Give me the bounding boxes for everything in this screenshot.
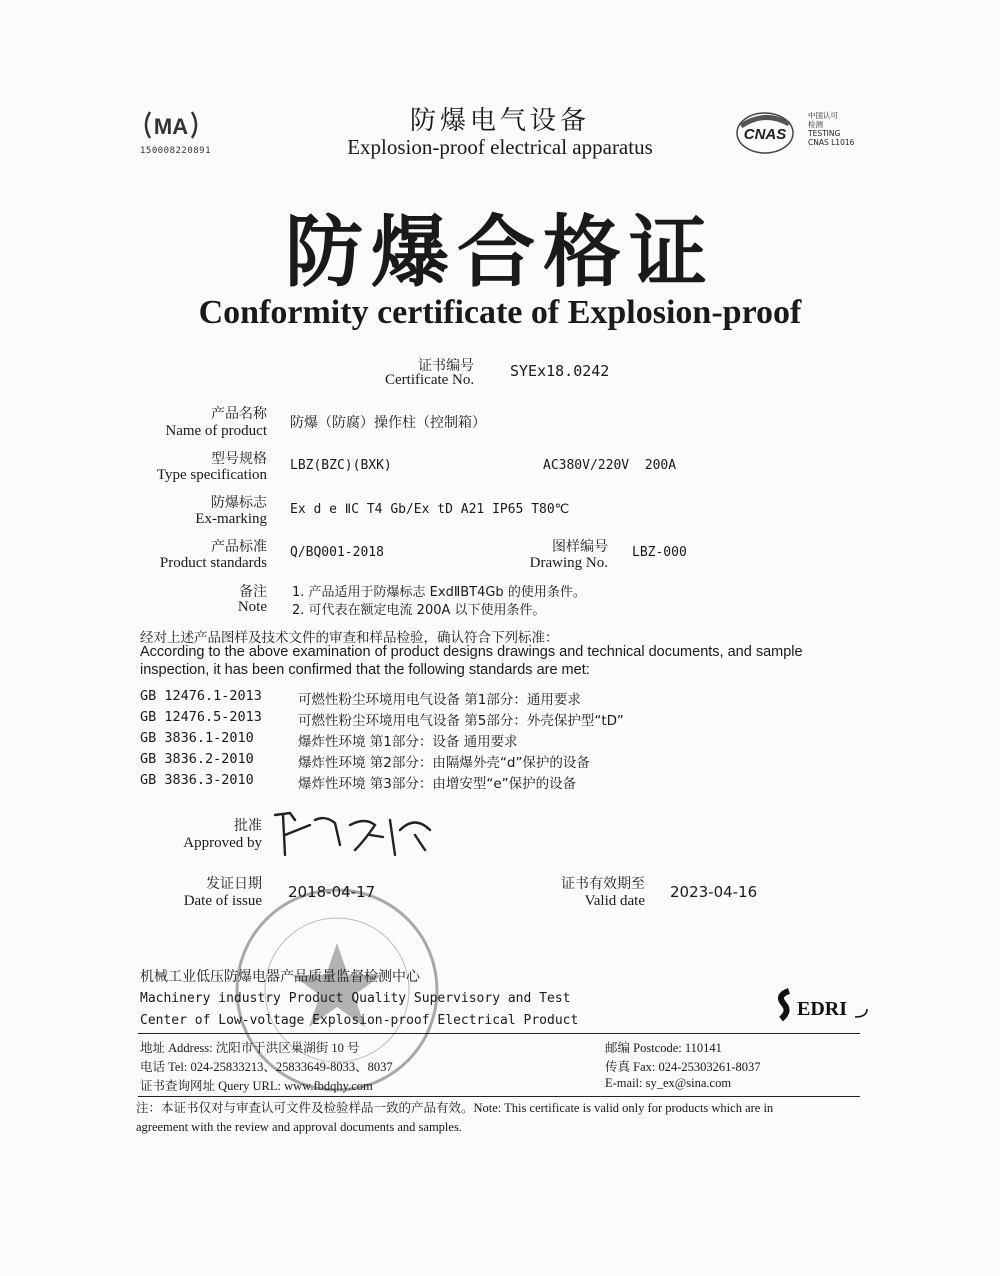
certificate-label-en: Certificate No.: [385, 372, 475, 388]
org-name-en-2: Center of Low-voltage Explosion-proof Electrical Product: [140, 1013, 579, 1028]
type-spec-rating: AC380V/220V 200A: [543, 458, 677, 473]
sedri-logo: [775, 985, 875, 1025]
ex-marking-label-cn: 防爆标志: [211, 495, 267, 511]
address: 地址 Address: 沈阳市于洪区巢湖街 10 号: [140, 1041, 360, 1055]
footnote-line-1: 注：本证书仅对与审查认可文件及检验样品一致的产品有效。Note: This certificate is valid only for products which are in: [136, 1101, 774, 1115]
standards-label-cn: 产品标准: [211, 539, 267, 555]
note-line-1: 1. 产品适用于防爆标志 ExdⅡBT4Gb 的使用条件。: [292, 585, 586, 600]
standard-code: GB 3836.2-2010: [140, 751, 254, 767]
product-name-label-cn: 产品名称: [211, 406, 267, 422]
drawing-value: LBZ-000: [632, 545, 687, 560]
fax: 传真 Fax: 024-25303261-8037: [605, 1060, 761, 1074]
cnas-text: CNAS: [743, 126, 787, 143]
standard-code: GB 12476.5-2013: [140, 709, 262, 725]
note-label-en: Note: [237, 599, 267, 615]
ex-marking-value: Ex d e ⅡC T4 Gb/Ex tD A21 IP65 T80℃: [290, 502, 570, 517]
query-url: 证书查询网址 Query URL: www.fbdqhy.com: [140, 1079, 373, 1093]
note-line-2: 2. 可代表在额定电流 200A 以下使用条件。: [292, 603, 546, 618]
standards-label-en: Product standards: [159, 555, 267, 571]
statement-en-2: inspection, it has been confirmed that the following standards are met:: [140, 662, 590, 678]
note-label-cn: 备注: [239, 584, 267, 600]
standard-code: GB 12476.1-2013: [140, 688, 262, 704]
standard-name: 爆炸性环境 第3部分：由增安型“e”保护的设备: [298, 776, 577, 792]
type-spec-value: LBZ(BZC)(BXK): [290, 458, 392, 473]
valid-label-cn: 证书有效期至: [561, 876, 645, 892]
issue-date: 2018-04-17: [288, 883, 376, 901]
standard-code: GB 3836.1-2010: [140, 730, 254, 746]
standards-value: Q/BQ001-2018: [290, 545, 384, 560]
signature: [255, 795, 445, 870]
standard-name: 可燃性粉尘环境用电气设备 第5部分：外壳保护型“tD”: [298, 713, 624, 729]
statement-cn: 经对上述产品图样及技术文件的审查和样品检验，确认符合下列标准：: [140, 630, 559, 646]
certificate-label-cn: 证书编号: [418, 358, 474, 374]
drawing-label-en: Drawing No.: [529, 555, 608, 571]
ex-marking-label-en: Ex-marking: [195, 511, 267, 527]
sedri-text: EDRI: [797, 998, 848, 1020]
divider: [138, 1096, 860, 1097]
header-cn: 防爆电气设备: [409, 106, 590, 136]
statement-en-1: According to the above examination of product designs drawings and technical documents, and sample: [140, 644, 803, 660]
approved-label-cn: 批准: [234, 818, 262, 834]
cnas-side-text: 中国认可 检测 TESTING CNAS L1016: [808, 111, 855, 147]
standard-name: 爆炸性环境 第2部分：由隔爆外壳“d”保护的设备: [298, 755, 590, 771]
cma-text: MA: [153, 114, 189, 139]
valid-date: 2023-04-16: [670, 883, 758, 901]
title-cn: 防爆合格证: [284, 208, 715, 298]
product-name-value: 防爆（防腐）操作柱（控制箱）: [290, 415, 486, 431]
standard-code: GB 3836.3-2010: [140, 772, 254, 788]
header-en: Explosion-proof electrical apparatus: [347, 135, 653, 159]
product-name-label-en: Name of product: [165, 423, 267, 439]
issue-label-cn: 发证日期: [206, 876, 262, 892]
approved-label-en: Approved by: [183, 835, 262, 851]
cma-number: 150008220891: [140, 146, 212, 156]
email: E-mail: sy_ex@sina.com: [605, 1076, 732, 1090]
type-spec-label-en: Type specification: [156, 467, 267, 483]
standard-name: 可燃性粉尘环境用电气设备 第1部分：通用要求: [298, 692, 581, 708]
divider: [138, 1033, 860, 1034]
standard-name: 爆炸性环境 第1部分：设备 通用要求: [298, 734, 518, 750]
footnote-line-2: agreement with the review and approval documents and samples.: [136, 1120, 462, 1134]
drawing-label-cn: 图样编号: [552, 539, 608, 555]
telephone: 电话 Tel: 024-25833213、25833649-8033、8037: [140, 1060, 393, 1074]
org-name-cn: 机械工业低压防爆电器产品质量监督检测中心: [140, 969, 420, 985]
postcode: 邮编 Postcode: 110141: [605, 1041, 722, 1055]
issue-label-en: Date of issue: [183, 893, 262, 909]
valid-label-en: Valid date: [584, 893, 645, 909]
certificate-number: SYEx18.0242: [510, 362, 610, 380]
org-name-en-1: Machinery industry Product Quality Supervisory and Test: [140, 991, 571, 1006]
title-en: Conformity certificate of Explosion-proof: [198, 294, 802, 331]
type-spec-label-cn: 型号规格: [211, 451, 267, 467]
